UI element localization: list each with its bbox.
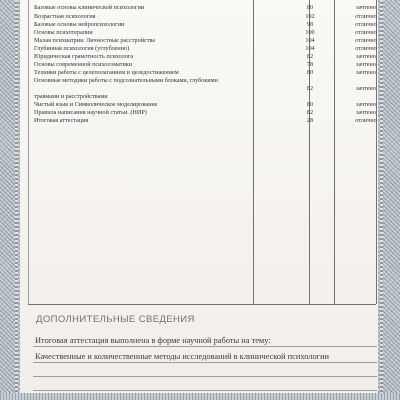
discipline-grade: отлично [355,117,377,124]
discipline-grade: отлично [355,29,377,36]
discipline-name: Правила написания научной статьи. (НИР) [34,109,147,116]
security-border-left [0,0,20,400]
text-underline [33,390,377,391]
discipline-hours: 102 [305,13,315,20]
text-underline [33,346,377,347]
discipline-grade: зачтено [356,53,376,60]
discipline-grade: зачтено [356,101,376,108]
text-underline [33,362,377,363]
discipline-grade: отлично [355,13,377,20]
discipline-grade: отлично [355,37,377,44]
discipline-hours: 82 [306,85,314,92]
discipline-hours: 100 [305,29,315,36]
text-underline [33,376,377,377]
discipline-hours: 80 [306,69,314,76]
additional-info-heading: ДОПОЛНИТЕЛЬНЫЕ СВЕДЕНИЯ [36,314,195,325]
discipline-name: Юридическая грамотность психолога [34,53,134,60]
table-row [34,116,377,125]
table-bottom-border [28,304,376,305]
discipline-hours: 80 [306,4,314,11]
attestation-form-text: Итоговая аттестация выполнена в форме научной работы на тему: [35,336,271,345]
discipline-name: травмами и расстройствами [34,93,108,100]
discipline-name: Основы современной психосоматики [34,61,133,68]
table-row [34,3,374,12]
discipline-grade: отлично [355,21,377,28]
discipline-hours: 82 [306,109,314,116]
discipline-hours: 82 [306,53,314,60]
discipline-hours: 98 [306,21,314,28]
security-border-bottom [0,393,400,400]
discipline-name: Малая психиатрия. Личностные расстройства [34,37,156,44]
discipline-name: Базовые основы клинической психологии [34,4,145,11]
discipline-hours: 78 [306,61,314,68]
discipline-name: Базовые основы нейропсихологии [34,21,125,28]
research-topic-text: Качественные и количественные методы исследований в клинической психологии [35,352,330,361]
discipline-hours: 104 [305,45,315,52]
table-border-left [28,0,29,304]
discipline-hours: 28 [306,117,314,124]
discipline-grade: отлично [355,45,377,52]
discipline-name: Чистый язык и Символическое моделирование [34,101,158,108]
discipline-grade: зачтено [356,4,376,11]
discipline-grade: зачтено [356,109,376,116]
discipline-hours: 104 [305,37,315,44]
discipline-name: Основные методики работы с подсознательными блоками, глубокими [34,77,218,84]
discipline-name: Итоговая аттестация [34,117,89,124]
discipline-grade: зачтено [356,61,376,68]
discipline-name: Возрастная психология [34,13,96,20]
discipline-name: Техники работы с целеполаганием и целедостижением [34,69,179,76]
discipline-grade: зачтено [356,69,376,76]
discipline-name: Глубинная психология (углубленно) [34,45,130,52]
discipline-grade: зачтено [356,85,376,92]
discipline-name: Основы психотерапии [34,29,93,36]
discipline-hours: 80 [306,101,314,108]
